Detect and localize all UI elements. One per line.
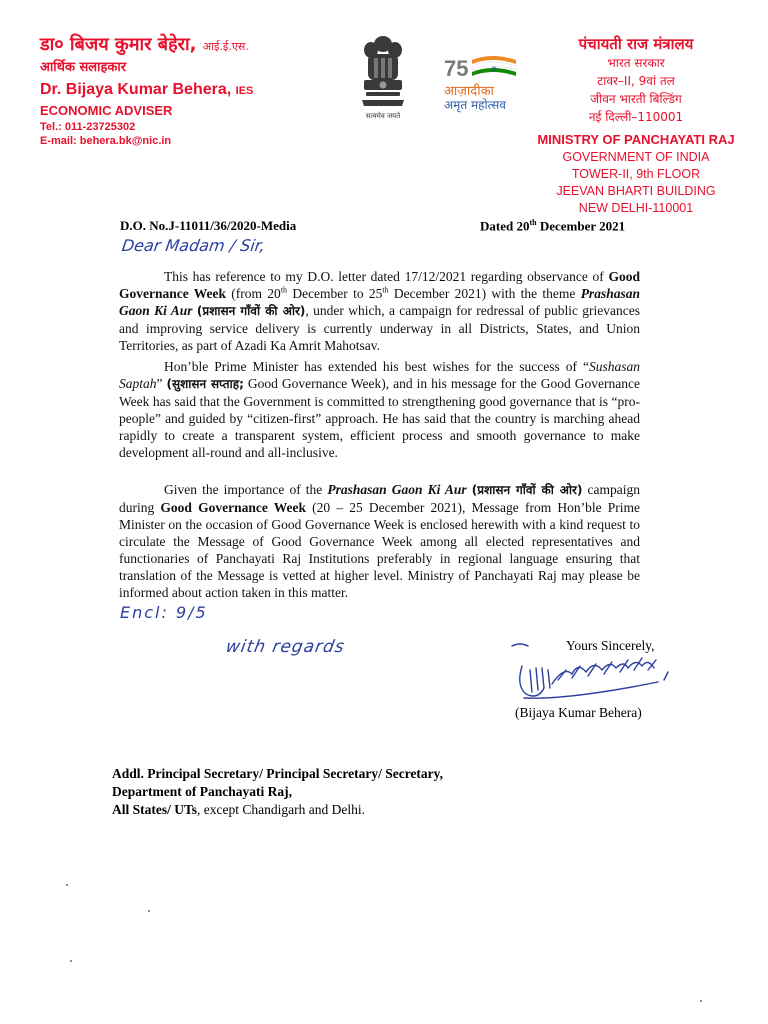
letterhead-left [40,34,253,148]
azadi-line1: आज़ादीका [444,84,494,99]
azadi-number: 75 [444,56,469,81]
closing-yours-sincerely: Yours Sincerely, [566,638,655,653]
hindi-ministry: पंचायती राज मंत्रालय [578,35,694,53]
addressee-line-1: Addl. Principal Secretary/ Principal Secretary/ Secretary, [112,766,444,781]
scan-speck [70,960,72,962]
scan-speck [66,884,68,886]
emblem-motto: सत्यमेव जयते [365,112,401,120]
hindi-address-line: नई दिल्ली–110001 [588,110,684,124]
handwritten-enclosure: Encl: 9/5 [120,603,208,622]
scan-speck [148,910,150,912]
email: E-mail: behera.bk@nic.in [40,135,172,147]
telephone: Tel.: 011-23725302 [40,121,136,133]
english-name: Dr. Bijaya Kumar Behera, IES [40,81,254,98]
english-role: ECONOMIC ADVISER [40,103,173,118]
signature-icon [508,640,678,712]
body-paragraph-1: This has reference to my D.O. letter dated 17/12/2021 regarding observance of Good Governance Week (from 20th December to 25th December 2021) with the theme Prashasan Gaon Ki Aur (प्रशासन गाँवों की ओर), under which, a campaign for redressal of public grievances and improving service delivery is currently underway in all Districts, States, and Union Territories, as part of Azadi Ka Amrit Mahotsav. [119,269,641,353]
english-ministry: MINISTRY OF PANCHAYATI RAJ [537,132,735,147]
hindi-address-line: भारत सरकार [607,56,665,70]
english-address-line: GOVERNMENT OF INDIA [562,150,710,164]
scan-speck [700,1000,702,1002]
hindi-address-line: टावर–II, 9वां तल [597,74,675,88]
addressee-block [112,765,443,819]
national-emblem-icon [356,32,410,124]
handwritten-salutation: Dear Madam / Sir, [120,236,267,255]
addressee-line-3: All States/ UTs, except Chandigarh and Delhi. [112,802,365,817]
body-paragraph-2: Hon’ble Prime Minister has extended his best wishes for the success of “Sushasan Saptah” (सुशासन सप्ताह; Good Governance Week), and in his message for the Good Governance Week has said that the Government is committed to strengthening good governance that is “pro-people” and guided by “citizen-first” approach. He has said that the country is marching ahead rapidly to create a transparent system, efficient process and smooth governance to make development all-round and all-inclusive. [119,359,640,460]
hindi-role: आर्थिक सलाहकार [40,60,127,75]
letterhead-right [520,34,752,217]
addressee-line-2: Department of Panchayati Raj, [112,784,292,799]
do-number: D.O. No.J-11011/36/2020-Media [120,218,297,233]
english-address-line: NEW DELHI-110001 [578,201,694,215]
signatory-name: (Bijaya Kumar Behera) [515,705,642,720]
body-paragraph-3: Given the importance of the Prashasan Gaon Ki Aur (प्रशासन गाँवों की ओर) campaign during Good Governance Week (20 – 25 December 2021), Message from Hon’ble Prime Minister on the occasion of Good Governance Week is enclosed herewith with a kind request to circulate the Message of Good Governance Week among all elected representatives and functionaries of Panchayati Raj Institutions preferably in regional language ensuring that translation of the Message is vetted at higher level. Ministry of Panchayati Raj may please be informed about action taken in this matter. [119,482,641,600]
azadi-line2: अमृत महोत्सव [444,98,506,112]
hindi-address-line: जीवन भारती बिल्डिंग [590,92,682,106]
letter-date: Dated 20th December 2021 [480,218,626,234]
english-address-line: JEEVAN BHARTI BUILDING [556,184,716,198]
english-address-line: TOWER-II, 9th FLOOR [571,167,701,181]
hindi-name: डा० बिजय कुमार बेहेरा, आई.ई.एस. [40,34,249,55]
handwritten-regards: with regards [224,637,347,657]
